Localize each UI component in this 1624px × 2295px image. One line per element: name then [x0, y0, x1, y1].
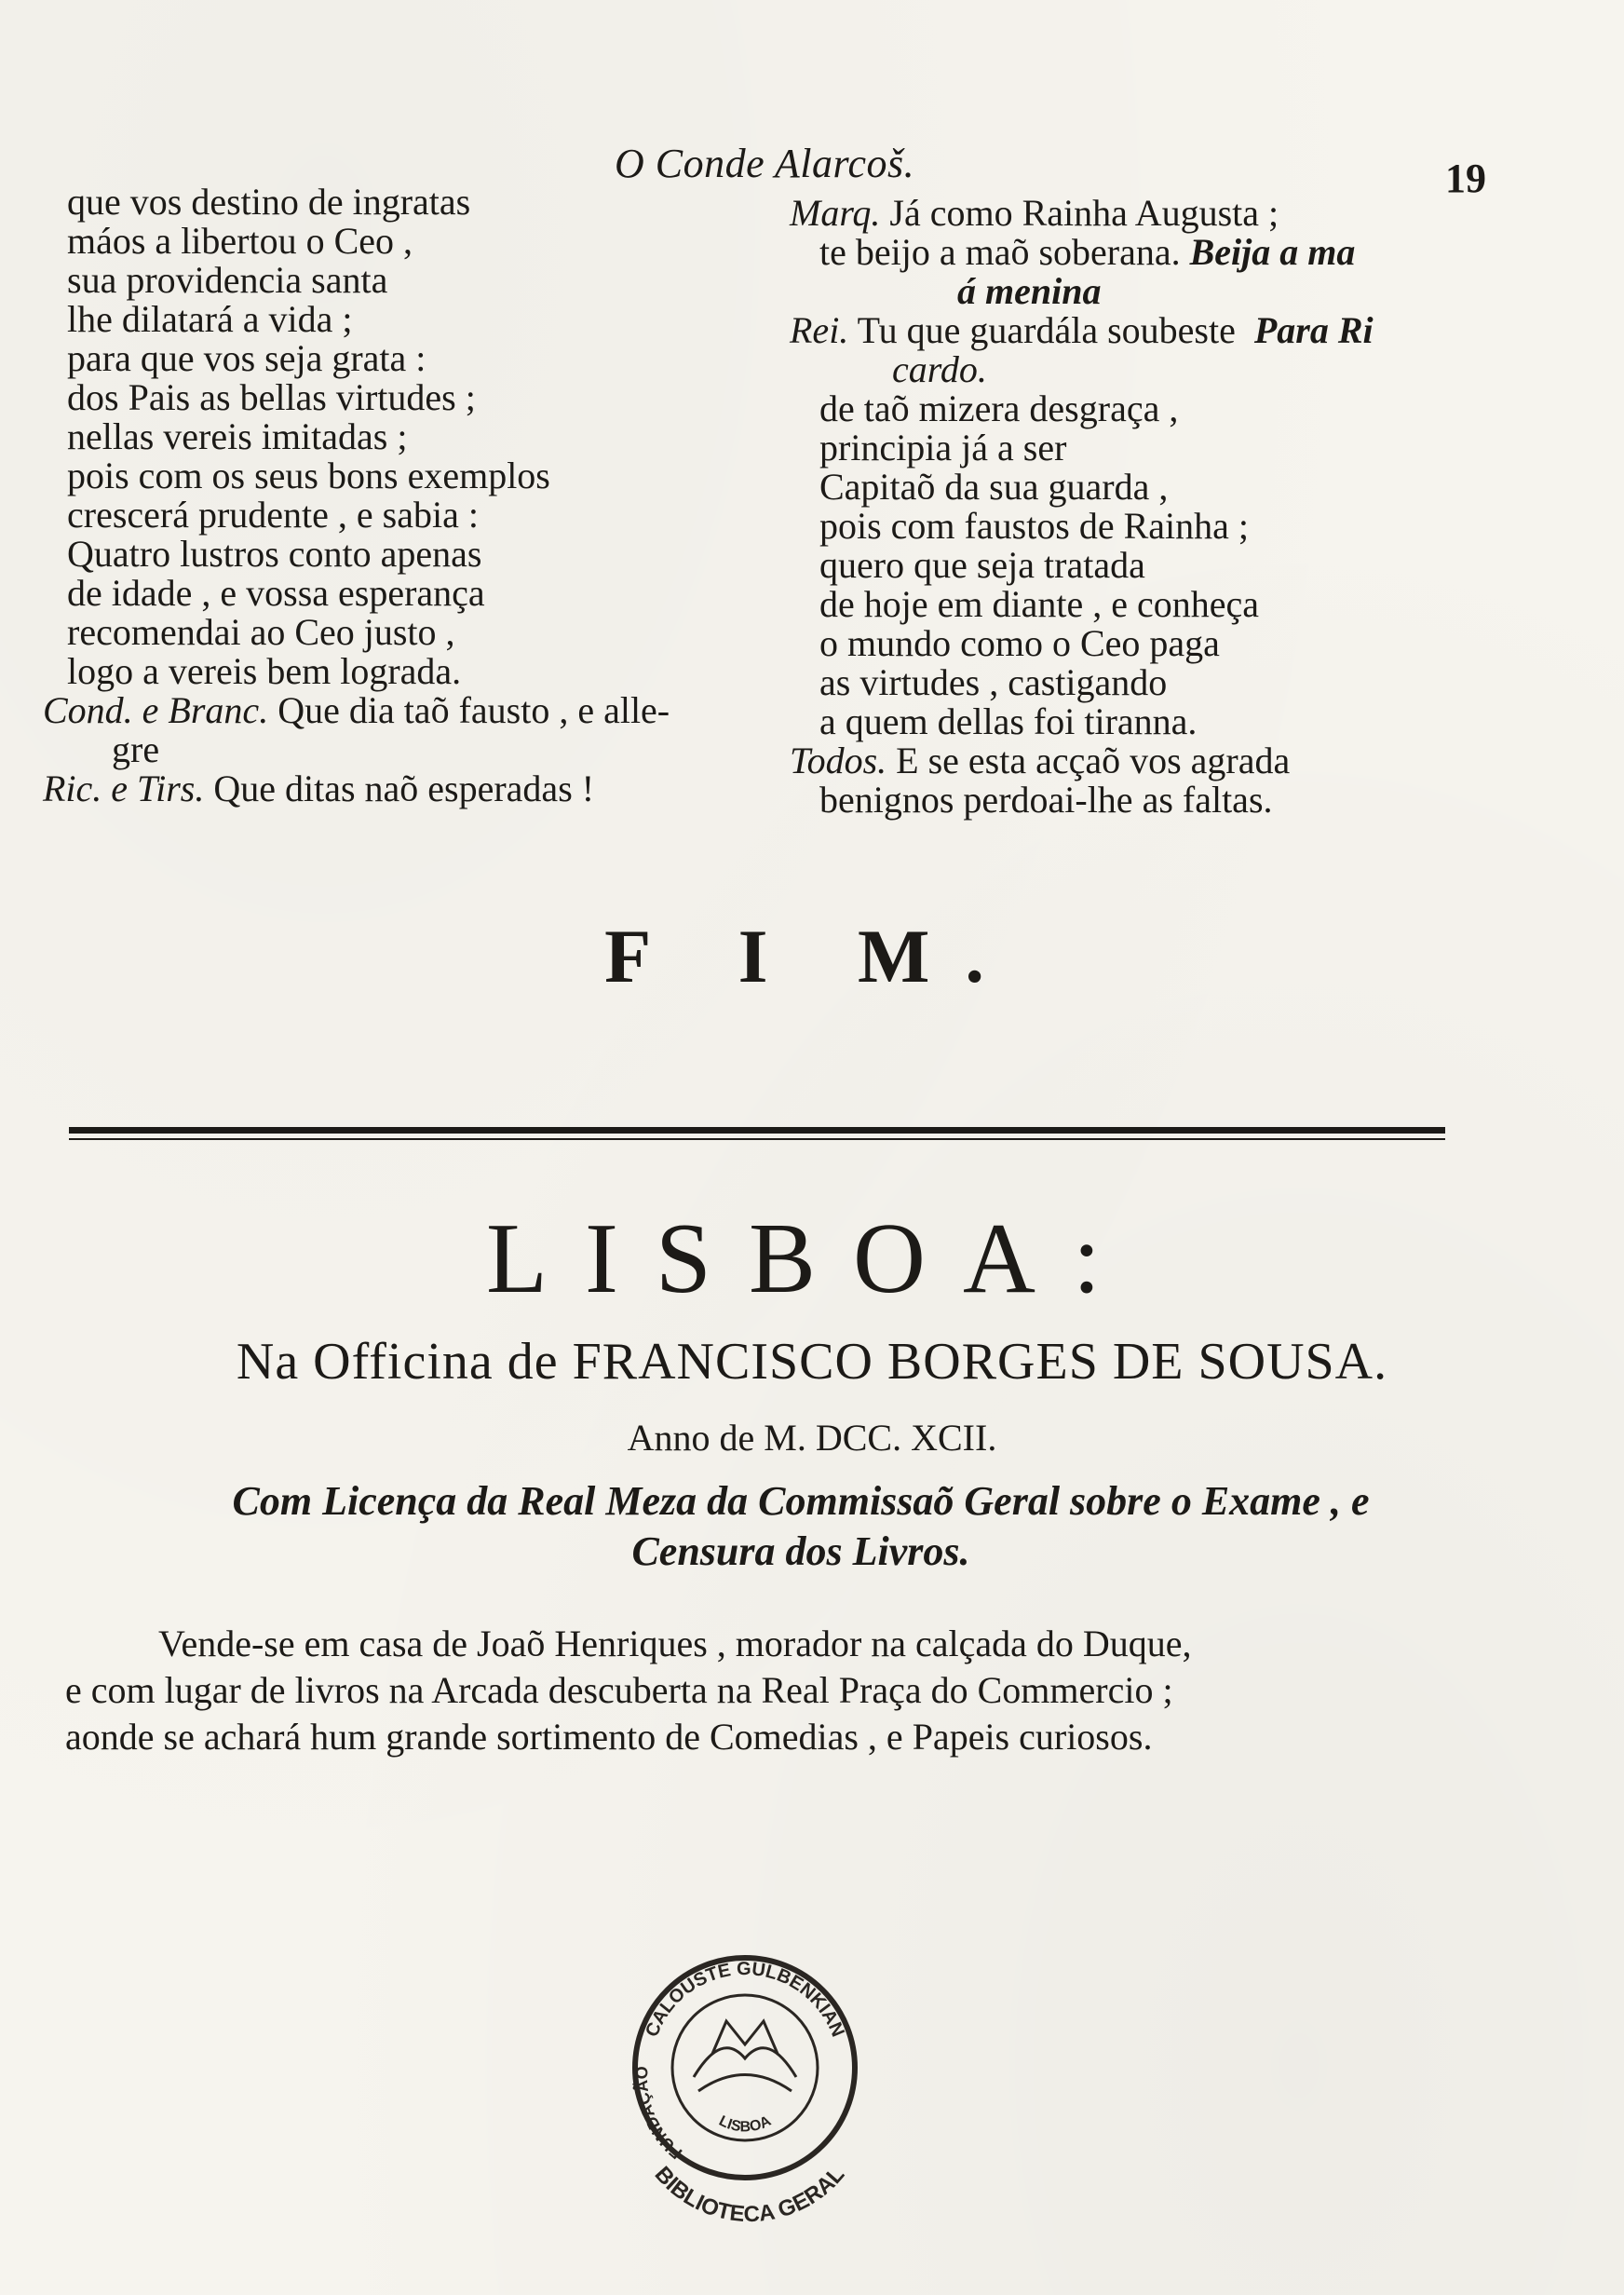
verse-line: que vos destino de ingratas	[67, 181, 471, 223]
verse-line: de idade , e vossa esperança	[67, 572, 485, 614]
verse-line: a quem dellas foi tiranna.	[819, 700, 1198, 742]
verse-line: de taõ mizera desgraça ,	[819, 387, 1179, 429]
verse-line: as virtudes , castigando	[819, 661, 1168, 703]
speech-line	[790, 741, 1516, 781]
stamp-outer-top-text: CALOUSTE GULBENKIAN	[642, 1958, 848, 2041]
stamp-emblem	[694, 2021, 796, 2091]
speech-line	[790, 233, 1516, 272]
speaker-name: Marq.	[790, 192, 881, 234]
speech-line	[790, 194, 1516, 233]
speech-line	[43, 769, 775, 808]
imprint-office: Na Officina de FRANCISCO BORGES DE SOUSA.	[236, 1333, 1388, 1391]
speaker-name: Rei.	[790, 309, 849, 351]
svg-text:CALOUSTE GULBENKIAN	[642, 1959, 847, 2040]
speech-continuation: gre	[112, 728, 160, 770]
svg-text:BIBLIOTECA GERAL	[650, 2162, 850, 2226]
verse-line: Capitaõ da sua guarda ,	[819, 466, 1169, 508]
verse-line: de hoje em diante , e conheça	[819, 583, 1259, 625]
sale-notice	[65, 1621, 1499, 1760]
verse-line: quero que seja tratada	[819, 544, 1145, 586]
sale-line: aonde se achará hum grande sortimento de Comedias , e Papeis curiosos.	[65, 1716, 1153, 1758]
speech-line: benignos perdoai-lhe as faltas.	[819, 779, 1273, 821]
speaker-name: Cond. e Branc.	[43, 689, 269, 731]
speech-text: E se esta acçaõ vos agrada	[896, 740, 1291, 781]
verse-line: nellas vereis imitadas ;	[67, 415, 408, 457]
stamp-inner-text: LISBOA	[716, 2112, 774, 2136]
stage-direction: cardo.	[892, 348, 987, 390]
sale-line: Vende-se em casa de Joaõ Henriques , morador na calçada do Duque,	[158, 1623, 1192, 1664]
verse-line: logo a vereis bem lograda.	[67, 650, 462, 692]
left-column	[43, 181, 775, 809]
speech-text: Que ditas naõ esperadas !	[213, 767, 595, 809]
verse-line: para que vos seja grata :	[67, 337, 426, 379]
speech-line	[790, 311, 1516, 350]
speaker-name: Ric. e Tirs.	[43, 767, 205, 809]
licence-line: Com Licença da Real Meza da Commissaõ Geral sobre o Exame , e	[232, 1478, 1370, 1524]
licence-notice	[84, 1476, 1518, 1577]
running-title: O Conde Alarcoš.	[615, 141, 915, 186]
sale-line: e com lugar de livros na Arcada descuberta na Real Praça do Commercio ;	[65, 1669, 1173, 1711]
speech-text: Que dia taõ fausto , e alle-	[277, 689, 670, 731]
speaker-name: Todos.	[790, 740, 887, 781]
speech-text: te beijo a maõ soberana.	[819, 231, 1181, 273]
licence-line: Censura dos Livros.	[631, 1528, 970, 1574]
stamp-inner-ring	[672, 1995, 818, 2140]
page-number: 19	[1445, 156, 1486, 201]
verse-line: crescerá prudente , e sabia :	[67, 494, 479, 536]
stage-direction: Para Ri	[1253, 309, 1374, 351]
verse-line: pois com faustos de Rainha ;	[819, 505, 1250, 547]
verse-line: Quatro lustros conto apenas	[67, 533, 482, 575]
verse-line: máos a libertou o Ceo ,	[67, 220, 413, 262]
stamp-ribbon-text: BIBLIOTECA GERAL	[649, 2161, 850, 2226]
stage-direction: á menina	[957, 270, 1102, 312]
imprint-city: LISBOA:	[485, 1203, 1139, 1314]
imprint-year: Anno de M. DCC. XCII.	[627, 1417, 997, 1459]
verse-line: pois com os seus bons exemplos	[67, 455, 550, 496]
end-mark: F I M.	[604, 914, 1020, 998]
svg-text:LISBOA	[716, 2113, 774, 2136]
verse-line: principia já a ser	[819, 427, 1067, 469]
verse-line: dos Pais as bellas virtudes ;	[67, 376, 476, 418]
library-stamp-icon	[596, 1919, 903, 2226]
stamp-outer-left-text: FUNDAÇÃO	[631, 2065, 686, 2164]
speech-text: Já como Rainha Augusta ;	[889, 192, 1279, 234]
verse-line: lhe dilatará a vida ;	[67, 298, 353, 340]
speech-line	[43, 691, 775, 730]
divider-rule	[69, 1127, 1445, 1140]
verse-line: o mundo como o Ceo paga	[819, 622, 1220, 664]
stage-direction: Beija a ma	[1189, 231, 1356, 273]
verse-line: sua providencia santa	[67, 259, 388, 301]
svg-text:FUNDAÇÃO	[631, 2066, 685, 2163]
verse-line: recomendai ao Ceo justo ,	[67, 611, 455, 653]
right-column	[790, 194, 1516, 820]
speech-text: Tu que guardála soubeste	[857, 309, 1236, 351]
